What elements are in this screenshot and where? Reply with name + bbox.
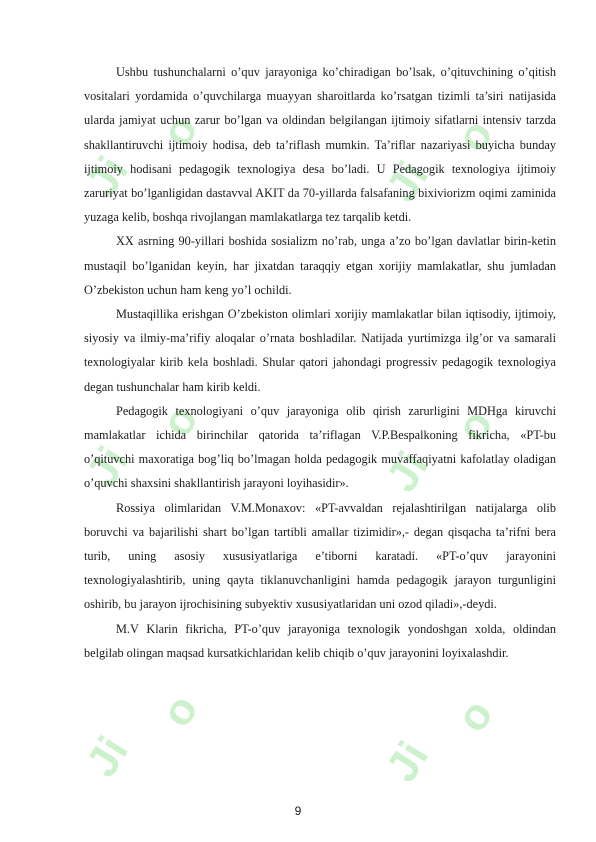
watermark-glyph: Ji: [376, 443, 438, 501]
watermark-glyph: Ji: [376, 153, 438, 211]
watermark-glyph: Ji: [76, 728, 138, 786]
page-number: 9: [294, 804, 302, 818]
watermark-glyph: Ji: [76, 148, 138, 206]
watermark-glyph: Ji: [76, 438, 138, 496]
paragraph: Pedagogik texnologiyani o’quv jarayoniga olib qirish zarurligini MDHga kiruvchi mamlakatlar ichida birinchilar qatorida ta’riflagan V.P.Bespalkoning fikricha, «PT-bu o’qituvchi maxoratiga bog’liq bo’lmagan holda pedagogik muvaffaqiyatni kafolatlay oladigan o’quvchi shaxsini shakllantirish jarayoni loyihasidir».: [84, 403, 556, 491]
paragraph: M.V Klarin fikricha, PT-o’quv jarayoniga texnologik yondoshgan xolda, oldindan belgilab olingan maqsad kursatkichlaridan kelib chiqib o’quv jarayonini loyixalashdir.: [84, 621, 556, 660]
paragraph: Mustaqillika erishgan O’zbekiston olimlari xorijiy mamlakatlar bilan iqtisodiy, ijtimoiy, siyosiy va ilmiy-ma’rifiy aloqalar o’rnata boshladilar. Natijada yurtimizga ilg’or va samarali texnologiyalar kirib kela boshladi. Shular qatori jahondagi progressiv pedagogik texnologiya degan tushunchalar ham kirib keldi.: [84, 307, 556, 394]
watermark-glyph: Ji: [376, 733, 438, 791]
paragraph: Ushbu tushunchalarni o’quv jarayoniga ko’chiradigan bo’lsak, o’qituvchining o’qitish vositalari yordamida o’quvchilarga muayyan sharoitlarda ko’rsatgan tizimli ta’siri natijasida ularda jamiyat uchun zarur bo’lgan va oldindan belgilangan ijtimoiy sifatlarni intensiv tarzda shakllantiruvchi ijtimoiy hodisa, deb ta’riflash mumkin. Ta’riflar nazariyasi buyicha bunday ijtimoiy hodisani pedagogik texnologiya desa bo’ladi. U Pedagogik texnologiya ijtimoiy zaruriyat bo’lganligidan dastavval AKIT da 70-yillarda falsafaning bixiviorizm oqimi zaminida yuzaga kelib, boshqa rivojlangan mamlakatlarga tez tarqalib ketdi.: [84, 65, 556, 225]
watermark-glyph: o: [151, 396, 208, 446]
page-body: [84, 60, 556, 665]
watermark-glyph: o: [151, 686, 208, 736]
watermark-glyph: o: [446, 111, 503, 161]
paragraph: Rossiya olimlaridan V.M.Monaxov: «PT-avvaldan rejalashtirilgan natijalarga olib boruvchi va bajarilishi shart bo’lgan tartibli amallar tizimidir»,- degan qisqacha ta’rifni bera turib, uning asosiy xususiyatlariga e’tiborni karatadi. «PT-o’quv jarayonini texnologiyalashtirib, uning qayta tiklanuvchanligini hamda pedagogik jarayon turgunligini oshirib, bu jarayon ijrochisining subyektiv xususiyatlaridan uni ozod qiladi»,-deydi.: [84, 500, 556, 612]
paragraph: XX asrning 90-yillari boshida sosializm no’rab, unga a’zo bo’lgan davlatlar birin-ketin mustaqil bo’lganidan keyin, har jixatdan taraqqiy etgan xorijiy mamlakatlar, shu jumladan O’zbekiston uchun ham keng yo’l ochildi.: [84, 234, 556, 297]
watermark-glyph: o: [446, 691, 503, 741]
watermark-glyph: o: [151, 106, 208, 156]
watermark-glyph: o: [446, 401, 503, 451]
